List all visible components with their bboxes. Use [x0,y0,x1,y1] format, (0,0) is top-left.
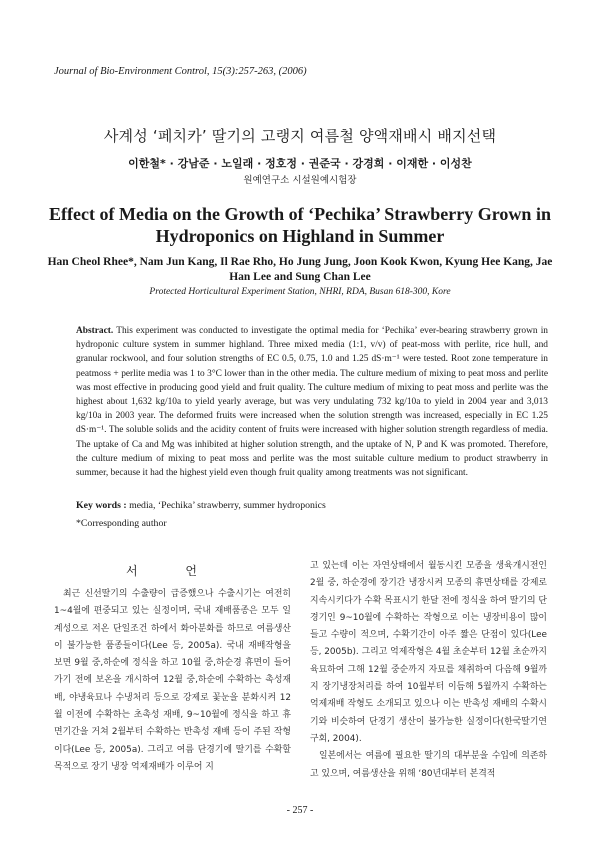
abstract [76,324,548,480]
body-column-left [54,586,291,776]
english-authors: Han Cheol Rhee*, Nam Jun Kang, Il Rae Rho, Ho Jung Jung, Joon Kook Kwon, Kyung Hee Kang, Jae Han Lee and Sung Chan Lee [47,256,553,283]
english-title: Effect of Media on the Growth of ‘Pechika’ Strawberry Grown in Hydroponics on Highland in Summer [49,204,551,246]
body-column-right [310,558,547,783]
keywords [76,500,548,511]
section-title-introduction: 서 언 [126,564,219,578]
abstract-text: This experiment was conducted to investigate the optimal media for ‘Pechika’ ever-bearing strawberry grown in hydroponic culture system in summer highland. Three mixed media (1:1, v/v) of peat-moss with perlite, rice hull, and granular rockwool, and four solution strengths of EC 0.5, 0.75, 1.0 and 1.25 dS·m⁻¹ were tested. Root zone temperature in peatmoss + perlite media was 1 to 3°C lower than in the other media. The culture medium of mixing to peat moss and perlite was most effective in producing good yield and fruit quality. The culture medium of mixing to peat moss and perlite was the highest about 1,632 kg/10a to yield yearly average, but was very undulating 732 kg/10a to yield in 2004 year and 3,013 kg/10a in 2003 year. The deformed fruits were increased when the solution strength was increased, especially in EC 1.25 dS·m⁻¹. The soluble solids and the acidity content of fruits were increased with higher solution strength regardless of media. The uptake of Ca and Mg was inhibited at higher solution strength, and the uptake of N, P and K was promoted. Therefore, the culture medium of mixing to peat moss and perlite was the most suitable culture medium to product strawberry in summer, because it had the highest yield even though fruit quality among treatments was not significant. [76,326,548,479]
korean-authors: 이한철* · 강남준 · 노일래 · 정호정 · 권준국 · 강경희 · 이재한 · 이성찬 [128,157,472,170]
korean-affiliation: 원예연구소 시설원예시험장 [243,175,357,186]
korean-title: 사계성 ‘페치카’ 딸기의 고랭지 여름철 양액재배시 배지선택 [103,127,497,145]
page-number: - 257 - [286,805,314,816]
body-paragraph: 일본에서는 여름에 필요한 딸기의 대부분을 수입에 의존하고 있으며, 여름생산을 위해 ‘80년대부터 본격적 [310,751,547,779]
keywords-text: media, ‘Pechika’ strawberry, summer hydroponics [129,500,326,511]
journal-citation: Journal of Bio-Environment Control, 15(3):257-263, (2006) [54,66,307,77]
body-paragraph: 최근 신선딸기의 수출량이 급증했으나 수출시기는 여전히 1~4월에 편중되고 있는 실정이며, 국내 재배품종은 모두 일계성으로 저온 단일조건 하에서 화아분화를 하므로 여름생산이 불가능한 품종들이다(Lee 등, 2005a). 국내 재배작형을 보면 9월 중,하순에 정식을 하고 10월 중,하순경 휴면이 들어가기 전에 보온을 개시하여 12월 중,하순에 수확하는 촉성재배, 야냉육묘나 수냉처리 등으로 강제로 꽃눈을 분화시켜 12월 이전에 수확하는 초촉성 재배, 9~10월에 정식을 하고 휴면기간을 거쳐 2월부터 수확하는 반촉성 재배 등이 주된 작형이다(Lee 등, 2005a). 그리고 여름 단경기에 딸기를 수확할 목적으로 장기 냉장 억제재배가 이루어 지 [54,589,291,772]
corresponding-author-note: *Corresponding author [76,518,167,529]
body-paragraph: 고 있는데 이는 자연상태에서 월동시킨 모종을 생육개시전인 2월 중, 하순경에 장기간 냉장시켜 모종의 휴면상태를 강제로 지속시키다가 수확 목표시기 한달 전에 정식을 하여 딸기의 단경기인 9~10월에 수확하는 작형으로 이는 냉장비용이 많이 들고 수량이 적으며, 수확기간이 아주 짧은 단점이 있다(Lee 등, 2005b). 그리고 억제작형은 4월 초순부터 12월 초순까지 육묘하여 그해 12월 중순까지 자묘를 채취하여 다음해 9월까지 장기냉장처리를 하여 10월부터 이듬해 5월까지 수확하는 억제재배 작형도 소개되고 있으나 이는 반촉성 재배의 수확시기와 비슷하여 단경기 생산이 불가능한 실정이다(한국딸기연구회, 2004). [310,561,547,744]
keywords-label: Key words : [76,500,127,511]
abstract-label: Abstract. [76,326,114,336]
english-affiliation: Protected Horticultural Experiment Station, NHRI, RDA, Busan 618-300, Kore [149,287,451,297]
